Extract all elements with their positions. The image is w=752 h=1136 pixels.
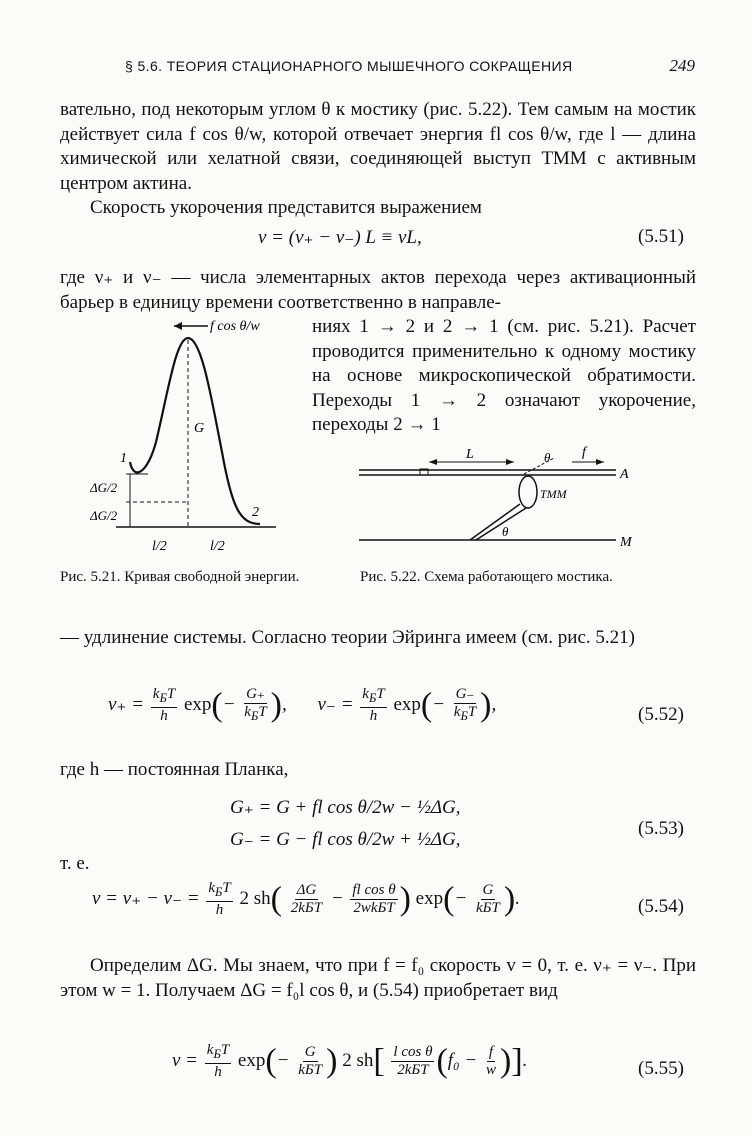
label-A: A — [620, 467, 629, 482]
te-text: т. е. — [60, 853, 90, 874]
force-label: f cos θ/w — [210, 319, 260, 334]
paragraph-2: Скорость укорочения представится выражением — [90, 197, 482, 218]
paragraph-4: — удлинение системы. Согласно теории Эйринга имеем (см. рис. 5.21) — [60, 627, 635, 648]
equation-number-5-55: (5.55) — [638, 1058, 684, 1079]
equation-5-52: ν₊ = $\frac{k_БT}{h}$ exp(− $\frac{G_+}{k_БT}$ ), ν₋ = $\frac{k_БT}{h}$ exp(− $\frac{G_-}{k_БT}$ ), — [108, 686, 497, 724]
running-header-title: § 5.6. ТЕОРИЯ СТАЦИОНАРНОГО МЫШЕЧНОГО СОКРАЩЕНИЯ — [125, 58, 573, 74]
equation-5-53-line-2: G₋ = G − fl cos θ/2w + ½ΔG, — [230, 829, 461, 850]
page-number: 249 — [669, 56, 695, 75]
label-M: M — [620, 535, 632, 550]
label-theta-bottom: θ — [502, 524, 509, 539]
label-l-half-right: l/2 — [210, 539, 225, 554]
equation-number-5-53: (5.53) — [638, 818, 684, 839]
label-point-1: 1 — [120, 451, 127, 466]
equation-number-5-51: (5.51) — [638, 226, 684, 247]
equation-5-53-line-1: G₊ = G + fl cos θ/2w − ½ΔG, — [230, 797, 461, 818]
label-G: G — [194, 421, 205, 436]
label-dg-upper: ΔG/2 — [90, 480, 118, 495]
paragraph-5: где h — постоянная Планка, — [60, 759, 289, 780]
label-theta-top: θ — [544, 450, 551, 465]
paragraph-6: Определим ΔG. Мы знаем, что при f = f₀ скорость v = 0, т. е. ν₊ = ν₋. При этом w = 1. Получаем ΔG = f₀l cos θ, и (5.54) приобретает вид — [60, 955, 696, 1001]
paragraph-3-continued: ниях 1 → 2 и 2 → 1 (см. рис. 5.21). Расчет проводится применительно к одному мостику на основе микроскопической обратимости. Переходы 1 → 2 означают укорочение, переходы 2 → 1 — [312, 316, 696, 436]
paragraph-1: вательно, под некоторым углом θ к мостику (рис. 5.22). Тем самым на мостик действует сила f cos θ/w, которой отвечает энергия fl cos θ/w, где l — длина химической или хелатной связи, соединяющей выступ ТММ с активным центром актина. — [60, 99, 696, 194]
equation-number-5-52: (5.52) — [638, 704, 684, 725]
label-dg-lower: ΔG/2 — [90, 508, 118, 523]
paragraph-3: где ν₊ и ν₋ — числа элементарных актов перехода через активационный барьер в единицу времени соответственно в направле- — [60, 267, 696, 313]
equation-5-51: v = (ν₊ − ν₋) L ≡ νL, — [258, 227, 422, 248]
label-L: L — [466, 447, 474, 462]
label-f: f — [582, 445, 586, 460]
free-energy-curve-figure — [90, 312, 315, 558]
figure-5-21-caption: Рис. 5.21. Кривая свободной энергии. — [60, 569, 300, 585]
working-bridge-figure — [354, 440, 644, 555]
equation-number-5-54: (5.54) — [638, 896, 684, 917]
equation-5-54: v = ν₊ − ν₋ = $\frac{k_БT}{h}$ 2 sh( $\frac{\Delta G}{\text{2kБT}}$ − $\frac{\text{fl cos θ}}{\text{2wkБT}}$ ) exp(− $\frac{G}{\text{kБT}}$ ). — [92, 880, 520, 918]
label-TMM: ТММ — [540, 487, 567, 501]
running-header — [125, 58, 695, 80]
figure-5-22-caption: Рис. 5.22. Схема работающего мостика. — [360, 569, 613, 585]
label-point-2: 2 — [252, 505, 259, 520]
equation-5-55: ν = $\frac{k_БT}{h}$ exp(− $\frac{G}{\text{kБT}}$ ) 2 sh[ $\frac{\text{l cos θ}}{\text{2kБT}}$ (f₀ − $\frac{f}{w}$ )]. — [172, 1042, 528, 1080]
label-l-half-left: l/2 — [152, 539, 167, 554]
